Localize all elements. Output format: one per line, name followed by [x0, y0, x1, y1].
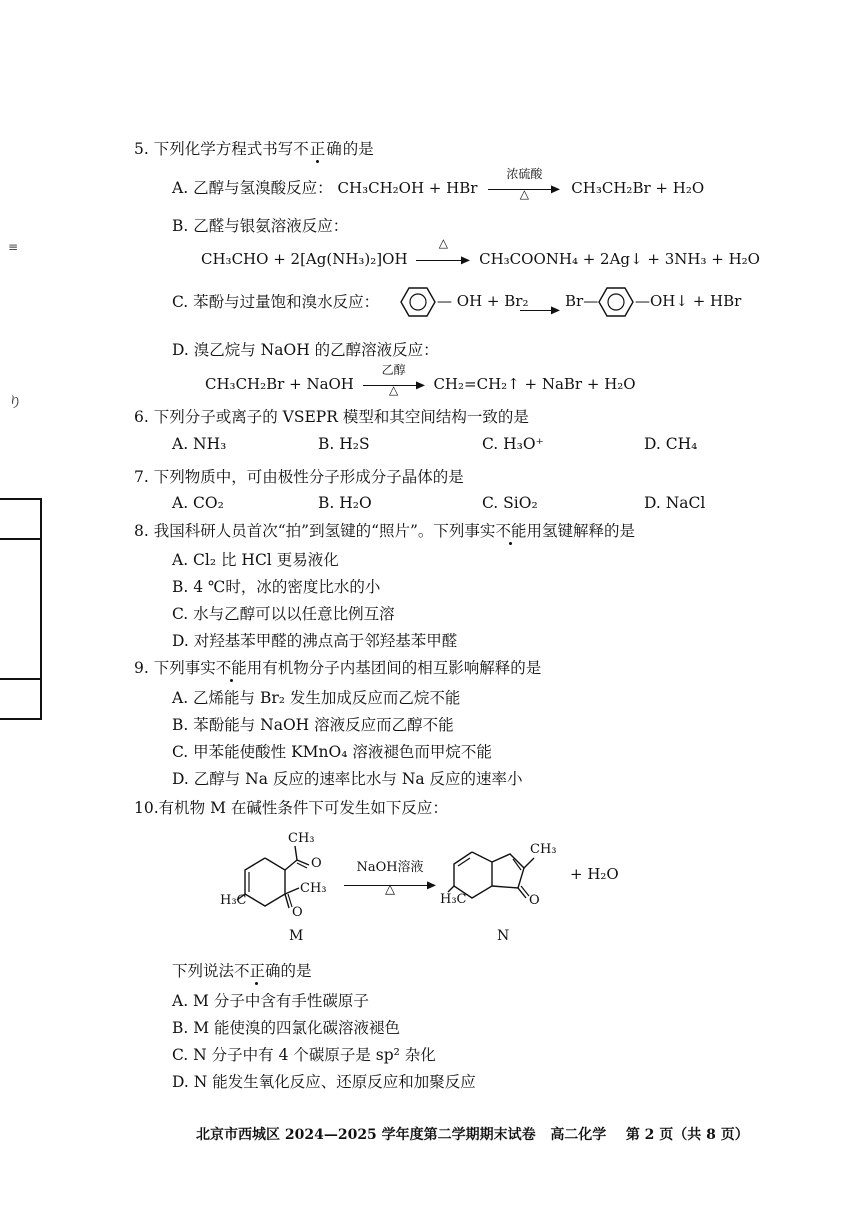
q7-option-a: A. CO₂ [172, 494, 224, 512]
margin-mark-1: ≡ [8, 240, 19, 254]
q9-stem: 9. 下列事实不能用有机物分子内基团间的相互影响解释的是 [134, 659, 542, 677]
q6-option-b: B. H₂S [318, 435, 370, 453]
q8-stem: 8. 我国科研人员首次“拍”到氢键的“照片”。下列事实不能用氢键解释的是 [134, 522, 635, 540]
q5-option-c: C. 苯酚与过量饱和溴水反应： [172, 293, 380, 311]
q8-option-a: A. Cl₂ 比 HCl 更易液化 [172, 551, 339, 569]
q5-option-b-equation: CH₃CHO + 2[Ag(NH₃)₂]OH △ CH₃COONH₄ + 2Ag↓ + 3NH₃ + H₂O [201, 236, 760, 268]
q7-option-d: D. NaCl [644, 494, 706, 512]
q8-option-b: B. 4 ℃时，冰的密度比水的小 [172, 578, 381, 596]
q10-option-b: B. M 能使溴的四氯化碳溶液褪色 [172, 1019, 401, 1037]
q10-option-a: A. M 分子中含有手性碳原子 [172, 992, 369, 1010]
q5-option-a: A. 乙醇与氢溴酸反应： CH₃CH₂OH + HBr 浓硫酸 △ CH₃CH₂Br + H₂O [172, 167, 705, 201]
q5-c-arrow [520, 299, 560, 318]
q5-c-bromophenol-ring [598, 286, 634, 318]
footer-subject: 高二化学 [550, 1127, 607, 1143]
q10-stem: 10.有机物 M 在碱性条件下可发生如下反应： [134, 799, 448, 817]
q9-option-c: C. 甲苯能使酸性 KMnO₄ 溶液褪色而甲烷不能 [172, 743, 492, 761]
q5-c-phenol-ring [400, 286, 436, 318]
q9-option-b: B. 苯酚能与 NaOH 溶液反应而乙醇不能 [172, 716, 454, 734]
q5-stem: 5. 下列化学方程式书写不正确的是 [134, 140, 374, 158]
q10-emphasis: 不正确 [234, 962, 281, 980]
footer-exam: 北京市西城区 2024—2025 学年度第二学期期末试卷 [196, 1127, 536, 1143]
q5-option-d-equation: CH₃CH₂Br + NaOH 乙醇 △ CH₂=CH₂↑ + NaBr + H₂O [205, 363, 636, 397]
m-ch3-right: CH₃ [300, 881, 327, 896]
q6-option-a: A. NH₃ [172, 435, 227, 453]
q8-option-c: C. 水与乙醇可以以任意比例互溶 [172, 605, 395, 623]
q5-option-b: B. 乙醛与银氨溶液反应： [172, 217, 349, 235]
q10-option-d: D. N 能发生氧化反应、还原反应和加聚反应 [172, 1073, 476, 1091]
q5-c-right-pre: Br— [565, 292, 599, 310]
q6-option-c: C. H₃O⁺ [482, 435, 544, 453]
m-label: M [289, 928, 304, 944]
q10-arrow: NaOH溶液 △ [344, 874, 436, 893]
q8-option-d: D. 对羟基苯甲醛的沸点高于邻羟基苯甲醛 [172, 632, 458, 650]
q7-option-c: C. SiO₂ [482, 494, 538, 512]
q10-sub-stem: 下列说法不正确的是 [172, 962, 312, 980]
q6-stem: 6. 下列分子或离子的 VSEPR 模型和其空间结构一致的是 [134, 408, 529, 426]
q5-c-left: — OH + Br₂ [437, 292, 529, 310]
q5-b-arrow: △ [416, 252, 470, 268]
q5-a-arrow: 浓硫酸 △ [488, 181, 560, 197]
page-footer [196, 1124, 749, 1144]
binding-bracket-mid [0, 538, 42, 680]
m-ch3-top: CH₃ [288, 831, 315, 846]
n-h3c: H₃C [440, 892, 467, 907]
binding-bracket-bottom [0, 678, 42, 720]
q9-emphasis: 不能 [215, 659, 247, 677]
q7-stem: 7. 下列物质中，可由极性分子形成分子晶体的是 [134, 468, 464, 486]
q5-emphasis: 不正确 [293, 140, 343, 158]
q7-option-b: B. H₂O [318, 494, 372, 512]
q5-option-d: D. 溴乙烷与 NaOH 的乙醇溶液反应： [172, 341, 439, 359]
margin-mark-2: り [8, 395, 22, 411]
q5-d-arrow: 乙醇 △ [363, 377, 425, 393]
binding-bracket-top [0, 498, 42, 540]
n-label: N [497, 928, 510, 944]
footer-page: 第 2 页（共 8 页） [625, 1127, 749, 1143]
q10-byproduct: + H₂O [570, 865, 619, 883]
m-h3c: H₃C [220, 893, 247, 908]
structure-m [215, 828, 345, 928]
n-o: O [529, 893, 540, 908]
m-o-top: O [311, 856, 322, 871]
q9-option-a: A. 乙烯能与 Br₂ 发生加成反应而乙烷不能 [172, 689, 461, 707]
q10-option-c: C. N 分子中有 4 个碳原子是 sp² 杂化 [172, 1046, 436, 1064]
q9-option-d: D. 乙醇与 Na 反应的速率比水与 Na 反应的速率小 [172, 770, 523, 788]
n-ch3: CH₃ [530, 842, 557, 857]
q5-c-right-post: —OH↓ + HBr [635, 292, 742, 310]
q6-option-d: D. CH₄ [644, 435, 698, 453]
m-o-bottom: O [292, 905, 303, 920]
q8-emphasis: 不能 [495, 522, 527, 540]
